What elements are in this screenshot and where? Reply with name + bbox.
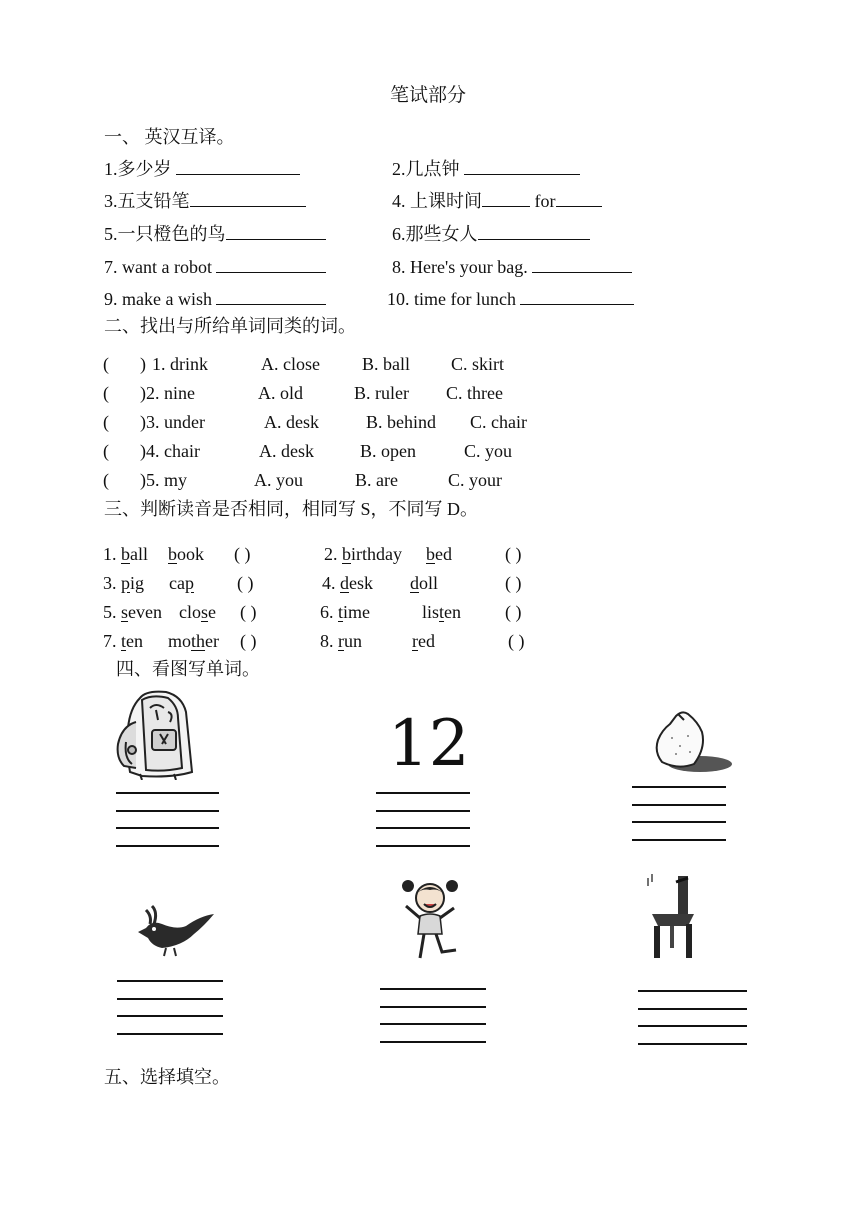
s3-item-4-word2 bbox=[410, 574, 438, 592]
option-c[interactable]: C. three bbox=[446, 383, 503, 403]
s3-item-8 bbox=[320, 632, 362, 650]
question-word: 5. my bbox=[146, 470, 188, 490]
word-rest: esk bbox=[349, 573, 373, 593]
answer-paren[interactable]: ( ) bbox=[240, 602, 257, 622]
answer-blank[interactable] bbox=[226, 223, 326, 240]
option-a[interactable]: A. old bbox=[258, 383, 303, 403]
paren-close: ) bbox=[140, 354, 146, 374]
answer-blank[interactable] bbox=[190, 190, 306, 207]
underlined-letter: t bbox=[121, 631, 127, 651]
option-c[interactable]: C. skirt bbox=[451, 354, 505, 374]
paren-close: ) bbox=[140, 383, 146, 403]
option-c[interactable]: C. your bbox=[448, 470, 502, 490]
s1-item-5-text: 5.一只橙色的鸟 bbox=[104, 224, 226, 244]
s1-item-8 bbox=[392, 256, 632, 276]
s3-item-3 bbox=[103, 574, 144, 592]
paren-close: ) bbox=[140, 470, 146, 490]
answer-paren[interactable]: ( ) bbox=[240, 631, 257, 651]
number-picture: 12 bbox=[388, 707, 470, 781]
underlined-letter: r bbox=[338, 631, 344, 651]
s3-item-6 bbox=[320, 603, 370, 621]
page-title: 笔试部分 bbox=[390, 85, 467, 106]
option-b[interactable]: B. behind bbox=[366, 412, 436, 432]
girl-icon bbox=[398, 876, 462, 964]
item-number: 1. bbox=[103, 544, 121, 564]
option-a[interactable]: A. close bbox=[261, 354, 320, 374]
underlined-letter: th bbox=[191, 631, 206, 651]
s3-item-2 bbox=[324, 545, 402, 563]
paren-close: ) bbox=[140, 412, 146, 432]
section4-heading: 四、看图写单词。 bbox=[116, 659, 260, 679]
word-start: ca bbox=[169, 573, 185, 593]
option-b[interactable]: B. ball bbox=[362, 354, 410, 374]
s3-item-7-word2 bbox=[168, 632, 219, 650]
option-b[interactable]: B. are bbox=[355, 470, 398, 490]
word-rest: ime bbox=[343, 602, 371, 622]
s3-item-2-word2 bbox=[426, 545, 452, 563]
word-rest: ig bbox=[130, 573, 145, 593]
s1-item-3 bbox=[104, 190, 306, 210]
s1-item-8-text: 8. Here's your bag. bbox=[392, 257, 528, 277]
answer-paren[interactable]: ( ) bbox=[505, 602, 522, 622]
option-a[interactable]: A. you bbox=[254, 470, 303, 490]
s3-item-4 bbox=[322, 574, 373, 592]
answer-blank[interactable] bbox=[520, 288, 634, 305]
item-number: 3. bbox=[103, 573, 121, 593]
word-rest: en bbox=[126, 631, 144, 651]
answer-blank[interactable] bbox=[556, 190, 602, 207]
underlined-letter: r bbox=[412, 631, 418, 651]
s3-item-1-word2 bbox=[168, 545, 204, 563]
answer-blank[interactable] bbox=[478, 223, 590, 240]
answer-blank[interactable] bbox=[216, 256, 326, 273]
paren-open: ( bbox=[103, 470, 109, 490]
paren-open: ( bbox=[103, 383, 109, 403]
item-number: 2. bbox=[324, 544, 342, 564]
bird-icon bbox=[132, 896, 218, 960]
s1-item-7 bbox=[104, 256, 326, 276]
answer-blank[interactable] bbox=[176, 158, 300, 175]
section5-heading: 五、选择填空。 bbox=[104, 1067, 230, 1087]
word-rest: irthday bbox=[351, 544, 402, 564]
backpack-icon bbox=[112, 688, 198, 780]
write-lines[interactable] bbox=[117, 980, 223, 1050]
answer-paren[interactable]: ( ) bbox=[508, 631, 525, 651]
s1-item-9 bbox=[104, 288, 326, 308]
underlined-letter: t bbox=[439, 602, 445, 622]
option-a[interactable]: A. desk bbox=[264, 412, 319, 432]
pomelo-icon bbox=[648, 708, 758, 778]
s1-item-6-text: 6.那些女人 bbox=[392, 224, 478, 244]
write-lines[interactable] bbox=[380, 988, 486, 1058]
underlined-letter: p bbox=[184, 573, 194, 593]
word-rest: ook bbox=[177, 544, 204, 564]
underlined-letter: t bbox=[338, 602, 344, 622]
s1-item-4-for: for bbox=[534, 191, 556, 211]
option-a[interactable]: A. desk bbox=[259, 441, 314, 461]
answer-paren[interactable]: ( ) bbox=[237, 573, 254, 593]
s1-item-1-text: 1.多少岁 bbox=[104, 159, 172, 179]
paren-open: ( bbox=[103, 412, 109, 432]
underlined-letter: b bbox=[426, 544, 435, 564]
word-rest: ed bbox=[418, 631, 435, 651]
s1-item-7-text: 7. want a robot bbox=[104, 257, 212, 277]
s3-item-7 bbox=[103, 632, 143, 650]
s1-item-10 bbox=[387, 288, 634, 308]
question-word: 1. drink bbox=[152, 354, 208, 374]
word-start: clo bbox=[179, 602, 201, 622]
s1-item-4 bbox=[392, 190, 602, 210]
item-number: 5. bbox=[103, 602, 121, 622]
word-start: lis bbox=[422, 602, 440, 622]
word-rest: oll bbox=[419, 573, 439, 593]
s3-item-1 bbox=[103, 545, 148, 563]
answer-blank[interactable] bbox=[464, 158, 580, 175]
write-lines[interactable] bbox=[638, 990, 747, 1060]
answer-paren[interactable]: ( ) bbox=[505, 544, 522, 564]
question-word: 3. under bbox=[146, 412, 205, 432]
option-c[interactable]: C. you bbox=[464, 441, 513, 461]
s3-item-6-word2 bbox=[422, 603, 461, 621]
underlined-letter: b bbox=[168, 544, 177, 564]
paren-close: ) bbox=[140, 441, 146, 461]
s1-item-6 bbox=[392, 223, 590, 243]
word-rest: er bbox=[205, 631, 220, 651]
option-c[interactable]: C. chair bbox=[470, 412, 527, 432]
option-b[interactable]: B. open bbox=[360, 441, 416, 461]
s1-item-1 bbox=[104, 158, 300, 178]
s3-item-5 bbox=[103, 603, 162, 621]
s1-item-5 bbox=[104, 223, 326, 243]
answer-blank[interactable] bbox=[216, 288, 326, 305]
s1-item-2-text: 2.几点钟 bbox=[392, 159, 460, 179]
word-rest: e bbox=[208, 602, 217, 622]
item-number: 6. bbox=[320, 602, 338, 622]
write-lines[interactable] bbox=[632, 786, 726, 856]
item-number: 7. bbox=[103, 631, 121, 651]
s1-item-9-text: 9. make a wish bbox=[104, 289, 212, 309]
answer-blank[interactable] bbox=[532, 256, 632, 273]
option-b[interactable]: B. ruler bbox=[354, 383, 409, 403]
word-start: mo bbox=[168, 631, 192, 651]
word-rest: un bbox=[344, 631, 362, 651]
item-number: 8. bbox=[320, 631, 338, 651]
underlined-letter: d bbox=[410, 573, 419, 593]
word-rest: en bbox=[444, 602, 462, 622]
s1-item-10-text: 10. time for lunch bbox=[387, 289, 516, 309]
word-rest: even bbox=[128, 602, 162, 622]
write-lines[interactable] bbox=[376, 792, 470, 862]
underlined-letter: b bbox=[121, 544, 130, 564]
s1-item-4-text: 4. 上课时间 bbox=[392, 191, 482, 211]
s1-item-2 bbox=[392, 158, 580, 178]
paren-open: ( bbox=[103, 354, 109, 374]
underlined-letter: s bbox=[201, 602, 209, 622]
underlined-letter: b bbox=[342, 544, 351, 564]
underlined-letter: d bbox=[340, 573, 349, 593]
underlined-letter: p bbox=[121, 573, 130, 593]
section1-heading: 一、 英汉互译。 bbox=[104, 127, 235, 147]
write-lines[interactable] bbox=[116, 792, 219, 862]
question-word: 2. nine bbox=[146, 383, 195, 403]
underlined-letter: s bbox=[121, 602, 129, 622]
s3-item-3-word2 bbox=[169, 574, 194, 592]
chair-icon bbox=[642, 870, 706, 962]
s3-item-5-word2 bbox=[179, 603, 216, 621]
answer-paren[interactable]: ( ) bbox=[505, 573, 522, 593]
section3-heading: 三、判断读音是否相同，相同写 S，不同写 D。 bbox=[104, 499, 479, 519]
answer-paren[interactable]: ( ) bbox=[234, 544, 251, 564]
item-number: 4. bbox=[322, 573, 340, 593]
s3-item-8-word2 bbox=[412, 632, 435, 650]
section2-heading: 二、找出与所给单词同类的词。 bbox=[104, 316, 356, 336]
word-rest: ed bbox=[435, 544, 452, 564]
answer-blank[interactable] bbox=[482, 190, 530, 207]
s1-item-3-text: 3.五支铅笔 bbox=[104, 191, 190, 211]
word-rest: all bbox=[130, 544, 148, 564]
question-word: 4. chair bbox=[146, 441, 200, 461]
paren-open: ( bbox=[103, 441, 109, 461]
